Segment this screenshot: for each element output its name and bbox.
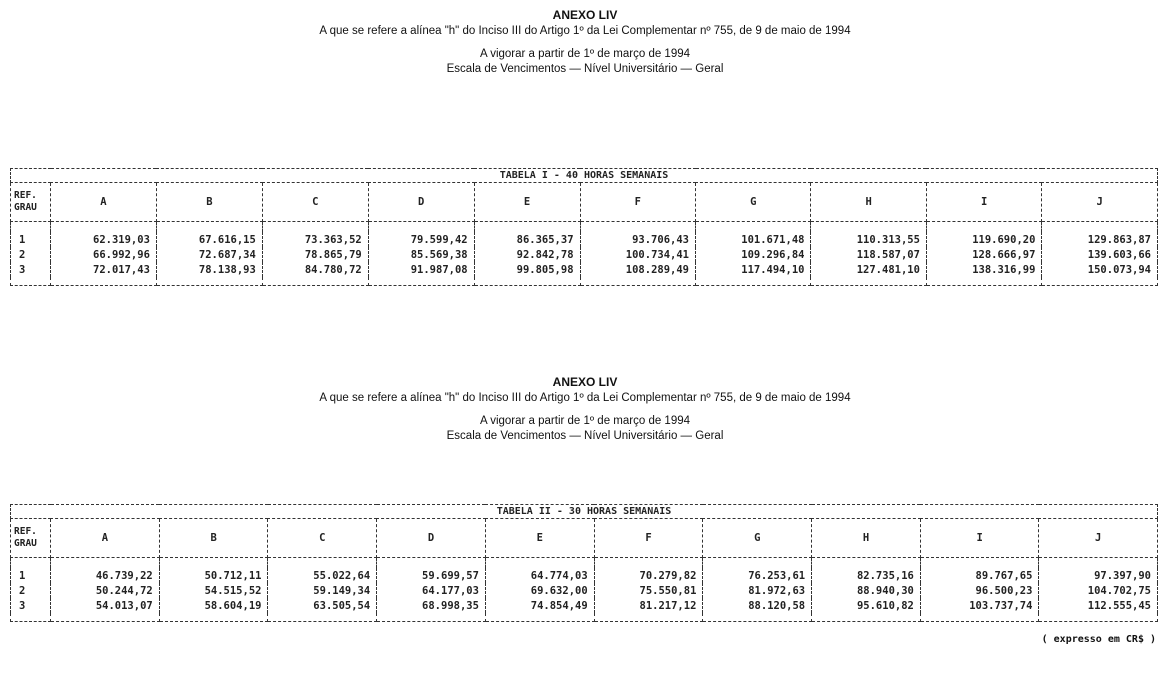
value-cell: 75.550,81 — [594, 583, 703, 598]
table-title: TABELA I - 40 HORAS SEMANAIS — [11, 169, 1158, 183]
value-cell: 63.505,54 — [268, 598, 377, 613]
grau-cell: 3 — [11, 598, 51, 613]
value-cell: 118.587,07 — [811, 247, 926, 262]
value-cell: 72.017,43 — [51, 262, 157, 277]
value-cell: 54.013,07 — [51, 598, 160, 613]
value-cell: 104.702,75 — [1039, 583, 1158, 598]
value-cell: 99.805,98 — [474, 262, 580, 277]
anexo-subtitle: A que se refere a alínea "h" do Inciso III do Artigo 1º da Lei Complementar nº 755, de 9 de maio de 1994 — [319, 25, 851, 37]
table-row — [11, 232, 1158, 247]
value-cell: 78.865,79 — [262, 247, 368, 262]
column-header: G — [696, 183, 811, 222]
escala-text: Escala de Vencimentos — Nível Universitário — Geral — [446, 63, 724, 75]
value-cell: 50.244,72 — [51, 583, 160, 598]
column-header: B — [159, 519, 268, 558]
grau-cell: 3 — [11, 262, 51, 277]
column-header: B — [156, 183, 262, 222]
value-cell: 86.365,37 — [474, 232, 580, 247]
value-cell: 138.316,99 — [926, 262, 1041, 277]
value-cell: 54.515,52 — [159, 583, 268, 598]
value-cell: 84.780,72 — [262, 262, 368, 277]
value-cell: 62.319,03 — [51, 232, 157, 247]
grau-cell: 2 — [11, 583, 51, 598]
value-cell: 96.500,23 — [920, 583, 1039, 598]
value-cell: 68.998,35 — [377, 598, 486, 613]
column-header: J — [1042, 183, 1158, 222]
value-cell: 46.739,22 — [51, 568, 160, 583]
value-cell: 108.289,49 — [580, 262, 695, 277]
value-cell: 74.854,49 — [485, 598, 594, 613]
column-header: I — [926, 183, 1041, 222]
value-cell: 64.177,03 — [377, 583, 486, 598]
value-cell: 81.972,63 — [703, 583, 812, 598]
value-cell: 50.712,11 — [159, 568, 268, 583]
vigor-text: A vigorar a partir de 1º de março de 1994 — [479, 48, 691, 60]
value-cell: 82.735,16 — [812, 568, 921, 583]
value-cell: 64.774,03 — [485, 568, 594, 583]
value-cell: 59.699,57 — [377, 568, 486, 583]
value-cell: 88.120,58 — [703, 598, 812, 613]
ref-grau-header — [11, 519, 51, 558]
value-cell: 67.616,15 — [156, 232, 262, 247]
table-row — [11, 247, 1158, 262]
grau-label: GRAU — [14, 202, 37, 213]
value-cell: 103.737,74 — [920, 598, 1039, 613]
column-header: I — [920, 519, 1039, 558]
anexo-title: ANEXO LIV — [552, 375, 618, 389]
value-cell: 139.603,66 — [1042, 247, 1158, 262]
value-cell: 110.313,55 — [811, 232, 926, 247]
currency-footnote: ( expresso em CR$ ) — [1041, 634, 1156, 645]
value-cell: 58.604,19 — [159, 598, 268, 613]
column-header: A — [51, 519, 160, 558]
value-cell: 97.397,90 — [1039, 568, 1158, 583]
value-cell: 112.555,45 — [1039, 598, 1158, 613]
value-cell: 72.687,34 — [156, 247, 262, 262]
value-cell: 128.666,97 — [926, 247, 1041, 262]
table-row — [11, 262, 1158, 277]
salary-table — [10, 504, 1158, 622]
column-header: H — [811, 183, 926, 222]
value-cell: 81.217,12 — [594, 598, 703, 613]
value-cell: 93.706,43 — [580, 232, 695, 247]
column-header: E — [474, 183, 580, 222]
grau-label: GRAU — [14, 538, 37, 549]
anexo-subtitle: A que se refere a alínea "h" do Inciso III do Artigo 1º da Lei Complementar nº 755, de 9 de maio de 1994 — [319, 392, 851, 404]
escala-text: Escala de Vencimentos — Nível Universitário — Geral — [446, 430, 724, 442]
value-cell: 59.149,34 — [268, 583, 377, 598]
table-row — [11, 598, 1158, 613]
value-cell: 119.690,20 — [926, 232, 1041, 247]
value-cell: 69.632,00 — [485, 583, 594, 598]
anexo-header — [0, 8, 1170, 77]
table-row — [11, 568, 1158, 583]
value-cell: 73.363,52 — [262, 232, 368, 247]
value-cell: 101.671,48 — [696, 232, 811, 247]
column-header: A — [51, 183, 157, 222]
ref-label: REF. — [14, 526, 37, 537]
value-cell: 76.253,61 — [703, 568, 812, 583]
table-row — [11, 583, 1158, 598]
column-header: E — [485, 519, 594, 558]
value-cell: 109.296,84 — [696, 247, 811, 262]
ref-grau-header — [11, 183, 51, 222]
column-header: G — [703, 519, 812, 558]
value-cell: 100.734,41 — [580, 247, 695, 262]
anexo-title: ANEXO LIV — [552, 8, 618, 22]
column-header: H — [812, 519, 921, 558]
column-header: F — [594, 519, 703, 558]
vigor-text: A vigorar a partir de 1º de março de 1994 — [479, 415, 691, 427]
value-cell: 85.569,38 — [368, 247, 474, 262]
value-cell: 92.842,78 — [474, 247, 580, 262]
value-cell: 150.073,94 — [1042, 262, 1158, 277]
value-cell: 78.138,93 — [156, 262, 262, 277]
value-cell: 117.494,10 — [696, 262, 811, 277]
column-header: C — [262, 183, 368, 222]
value-cell: 127.481,10 — [811, 262, 926, 277]
value-cell: 70.279,82 — [594, 568, 703, 583]
grau-cell: 1 — [11, 568, 51, 583]
column-header: F — [580, 183, 695, 222]
value-cell: 129.863,87 — [1042, 232, 1158, 247]
column-header: D — [368, 183, 474, 222]
value-cell: 88.940,30 — [812, 583, 921, 598]
column-header: J — [1039, 519, 1158, 558]
anexo-header — [0, 375, 1170, 444]
value-cell: 79.599,42 — [368, 232, 474, 247]
grau-cell: 2 — [11, 247, 51, 262]
column-header: C — [268, 519, 377, 558]
value-cell: 91.987,08 — [368, 262, 474, 277]
salary-table — [10, 168, 1158, 286]
grau-cell: 1 — [11, 232, 51, 247]
ref-label: REF. — [14, 190, 37, 201]
value-cell: 55.022,64 — [268, 568, 377, 583]
table-title: TABELA II - 30 HORAS SEMANAIS — [11, 505, 1158, 519]
column-header: D — [377, 519, 486, 558]
value-cell: 95.610,82 — [812, 598, 921, 613]
value-cell: 66.992,96 — [51, 247, 157, 262]
value-cell: 89.767,65 — [920, 568, 1039, 583]
